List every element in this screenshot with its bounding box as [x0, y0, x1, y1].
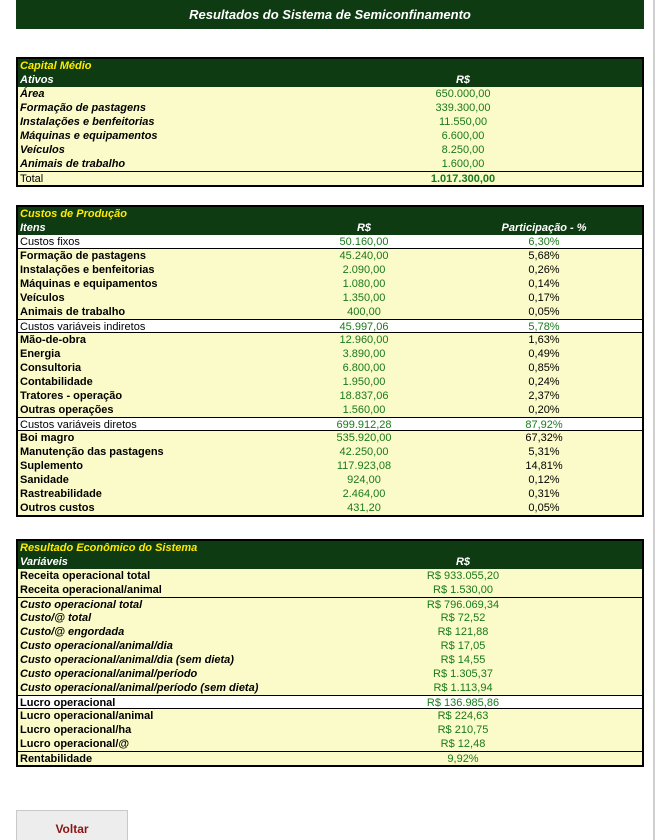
capital-medio-table [16, 57, 644, 187]
row-label: Contabilidade [20, 376, 93, 388]
table-row [18, 333, 642, 347]
row-value: 1.950,00 [342, 376, 386, 388]
table-row [18, 583, 642, 597]
capital-heading: Capital Médio [18, 59, 642, 73]
table-row [18, 249, 642, 263]
row-value: R$ 796.069,34 [426, 599, 500, 611]
table-row [18, 115, 642, 129]
row-pct: 0,14% [528, 278, 560, 290]
row-label: Custo/@ total [20, 612, 92, 624]
row-label: Instalações e benfeitorias [20, 116, 155, 128]
row-label: Veículos [20, 292, 65, 304]
capital-rows [18, 87, 642, 171]
row-value: 431,20 [347, 502, 381, 514]
row-value: R$ 1.530,00 [433, 584, 493, 596]
table-row [18, 291, 642, 305]
group-label: Custos fixos [20, 236, 80, 248]
group-value: 45.997,06 [339, 321, 389, 333]
row-label: Boi magro [20, 432, 75, 444]
resultado-heading: Resultado Econômico do Sistema [18, 541, 642, 555]
col-rs: R$ [455, 556, 471, 568]
row-value: R$ 121,88 [437, 626, 489, 638]
table-row [18, 569, 642, 583]
row-value: 8.250,00 [441, 144, 485, 156]
row-value: 535.920,00 [336, 432, 392, 444]
table-row [18, 625, 642, 639]
table-row [18, 639, 642, 653]
row-pct: 1,63% [528, 334, 560, 346]
table-row [18, 445, 642, 459]
rentabilidade-row [18, 751, 642, 765]
table-row [18, 611, 642, 625]
table-row [18, 487, 642, 501]
col-ativos: Ativos [20, 74, 54, 86]
table-row [18, 277, 642, 291]
custos-producao-table [16, 205, 644, 517]
group-label: Custos variáveis diretos [20, 419, 137, 431]
row-label: Formação de pastagens [20, 102, 146, 114]
row-value: R$ 12,48 [440, 738, 486, 750]
table-row [18, 459, 642, 473]
row-value: 117.923,08 [336, 460, 392, 472]
row-label: Veículos [20, 144, 65, 156]
row-value: R$ 17,05 [440, 640, 486, 652]
custos-heading: Custos de Produção [18, 207, 642, 221]
custos-variaveis-indiretos-row [18, 319, 642, 333]
row-pct: 0,12% [528, 474, 560, 486]
row-value: 650.000,00 [435, 88, 491, 100]
table-row [18, 597, 642, 611]
table-row [18, 389, 642, 403]
row-value: 6.600,00 [441, 130, 485, 142]
table-row [18, 403, 642, 417]
table-row [18, 653, 642, 667]
custos-variaveis-diretos-row [18, 417, 642, 431]
table-row [18, 431, 642, 445]
row-value: R$ 1.113,94 [433, 682, 493, 694]
row-label: Suplemento [20, 460, 83, 472]
row-label: Rastreabilidade [20, 488, 102, 500]
custos-column-header [18, 221, 642, 235]
row-label: Energia [20, 348, 61, 360]
row-label: Lucro operacional/ha [20, 724, 132, 736]
row-value: 1.350,00 [342, 292, 386, 304]
row-label: Sanidade [20, 474, 69, 486]
group-pct: 87,92% [525, 419, 563, 431]
row-label: Receita operacional/animal [20, 584, 162, 596]
table-row [18, 347, 642, 361]
row-pct: 0,85% [528, 362, 560, 374]
row-value: 18.837,06 [339, 390, 389, 402]
table-row [18, 723, 642, 737]
lucro-operacional-row [18, 695, 642, 709]
row-label: Mão-de-obra [20, 334, 86, 346]
row-pct: 67,32% [525, 432, 563, 444]
row-value: R$ 1.305,37 [433, 668, 493, 680]
row-label: Custo operacional/animal/dia (sem dieta) [20, 654, 234, 666]
table-row [18, 129, 642, 143]
row-value: 11.550,00 [438, 116, 488, 128]
row-label: Custo/@ engordada [20, 626, 125, 638]
row-label: Animais de trabalho [20, 306, 126, 318]
group-value: 50.160,00 [339, 236, 389, 248]
window-edge [653, 0, 655, 840]
row-label: Consultoria [20, 362, 82, 374]
row-value: 1.560,00 [342, 404, 386, 416]
table-row [18, 143, 642, 157]
row-label: Instalações e benfeitorias [20, 264, 155, 276]
row-pct: 0,31% [528, 488, 560, 500]
capital-total-row [18, 171, 642, 185]
row-pct: 5,68% [528, 250, 560, 262]
table-row [18, 101, 642, 115]
row-pct: 2,37% [528, 390, 560, 402]
row-label: Custo operacional/animal/período [20, 668, 198, 680]
row-pct: 0,20% [528, 404, 560, 416]
col-itens: Itens [20, 222, 46, 234]
row-label: Formação de pastagens [20, 250, 146, 262]
custos-fixos-row [18, 235, 642, 249]
row-label: Lucro operacional/@ [20, 738, 130, 750]
row-value: 1.600,00 [441, 158, 485, 170]
group-pct: 6,30% [528, 236, 560, 248]
row-label: Receita operacional total [20, 570, 151, 582]
table-row [18, 709, 642, 723]
row-value: 6.800,00 [342, 362, 386, 374]
row-label: Lucro operacional/animal [20, 710, 154, 722]
row-value: 339.300,00 [435, 102, 491, 114]
group-pct: 5,78% [528, 321, 560, 333]
resultado-economico-table [16, 539, 644, 767]
row-label: Animais de trabalho [20, 158, 126, 170]
row-value: 9,92% [447, 753, 479, 765]
group-value: 699.912,28 [336, 419, 392, 431]
col-rs: R$ [455, 74, 471, 86]
total-label: Total [20, 173, 44, 185]
table-row [18, 157, 642, 171]
row-value: 12.960,00 [339, 334, 389, 346]
voltar-button[interactable]: Voltar [16, 810, 128, 840]
row-value: 2.090,00 [342, 264, 386, 276]
row-pct: 5,31% [528, 446, 560, 458]
row-pct: 0,17% [528, 292, 560, 304]
col-variaveis: Variáveis [20, 556, 68, 568]
row-pct: 0,05% [528, 502, 560, 514]
row-value: 924,00 [347, 474, 381, 486]
table-row [18, 87, 642, 101]
table-row [18, 681, 642, 695]
row-value: R$ 136.985,86 [426, 697, 500, 709]
group-label: Custos variáveis indiretos [20, 321, 146, 333]
row-value: 45.240,00 [339, 250, 389, 262]
row-label: Custo operacional total [20, 599, 143, 611]
row-pct: 0,05% [528, 306, 560, 318]
row-value: 400,00 [347, 306, 381, 318]
row-label: Custo operacional/animal/dia [20, 640, 173, 652]
row-label: Máquinas e equipamentos [20, 130, 158, 142]
table-row [18, 305, 642, 319]
row-value: R$ 14,55 [440, 654, 486, 666]
row-label: Custo operacional/animal/período (sem dieta) [20, 682, 259, 694]
row-pct: 0,24% [528, 376, 560, 388]
row-label: Área [20, 88, 45, 100]
col-participacao: Participação - % [501, 222, 587, 234]
table-row [18, 667, 642, 681]
row-pct: 14,81% [525, 460, 563, 472]
row-pct: 0,26% [528, 264, 560, 276]
table-row [18, 473, 642, 487]
page-title: Resultados do Sistema de Semiconfinamento [16, 0, 644, 29]
row-value: R$ 72,52 [440, 612, 486, 624]
row-value: R$ 224,63 [437, 710, 489, 722]
row-value: 3.890,00 [342, 348, 386, 360]
capital-column-header [18, 73, 642, 87]
row-label: Lucro operacional [20, 697, 116, 709]
table-row [18, 361, 642, 375]
row-value: R$ 210,75 [437, 724, 489, 736]
resultado-column-header [18, 555, 642, 569]
row-label: Manutenção das pastagens [20, 446, 164, 458]
row-value: R$ 933.055,20 [426, 570, 500, 582]
table-row [18, 737, 642, 751]
row-pct: 0,49% [528, 348, 560, 360]
col-rs: R$ [356, 222, 372, 234]
total-value: 1.017.300,00 [430, 173, 496, 185]
row-value: 1.080,00 [342, 278, 386, 290]
row-label: Máquinas e equipamentos [20, 278, 158, 290]
table-row [18, 501, 642, 515]
row-value: 2.464,00 [342, 488, 386, 500]
table-row [18, 375, 642, 389]
row-label: Outras operações [20, 404, 114, 416]
row-label: Rentabilidade [20, 753, 93, 765]
row-value: 42.250,00 [339, 446, 389, 458]
table-row [18, 263, 642, 277]
row-label: Tratores - operação [20, 390, 123, 402]
row-label: Outros custos [20, 502, 95, 514]
